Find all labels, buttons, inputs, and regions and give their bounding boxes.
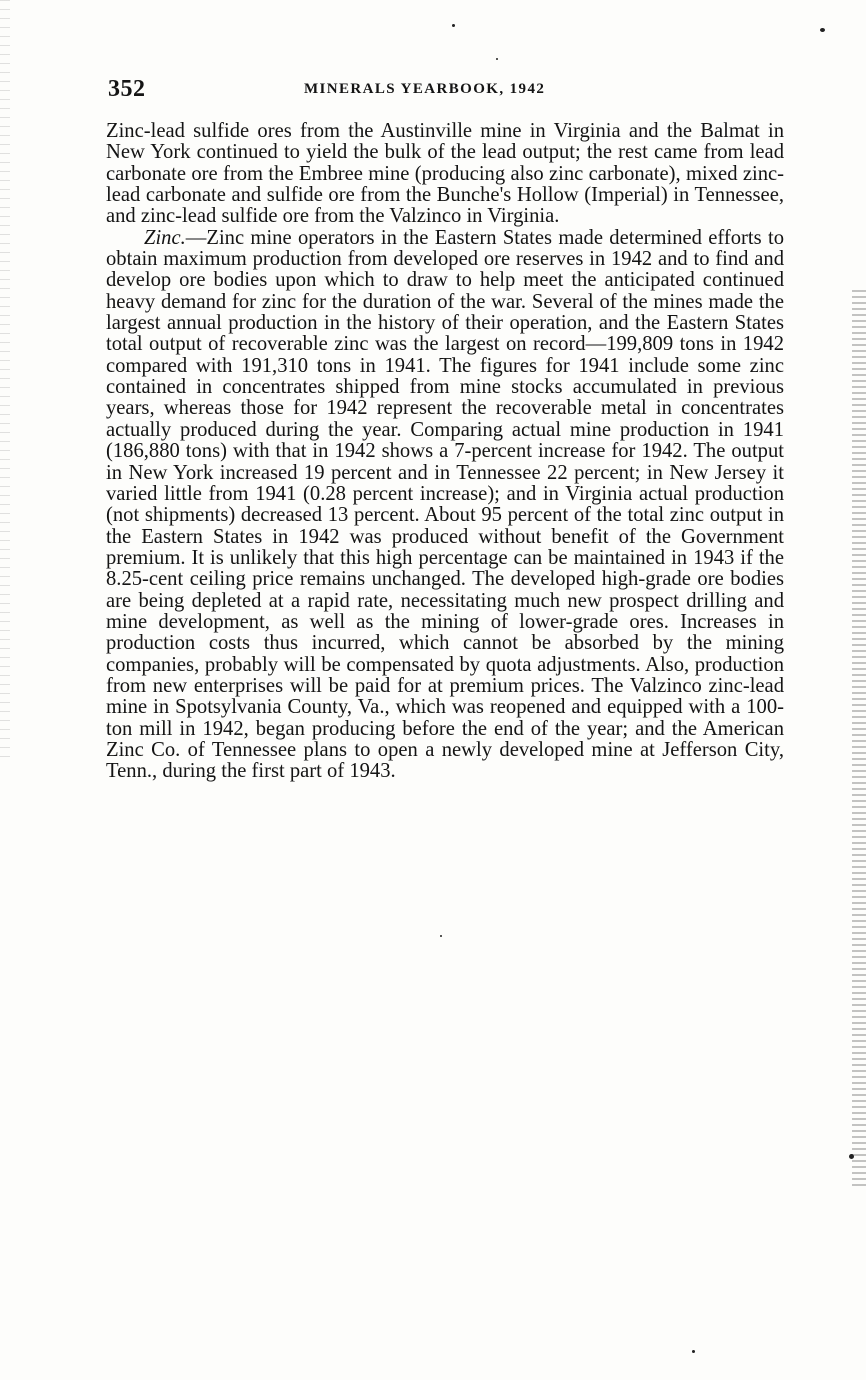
paragraph-zinc	[106, 228, 784, 783]
scan-speck	[820, 28, 825, 32]
scan-speck	[692, 1350, 695, 1353]
scan-speck	[440, 935, 442, 937]
scan-edge-noise-right	[852, 290, 866, 1190]
scan-speck	[452, 24, 455, 27]
body-text	[106, 121, 784, 783]
scan-speck	[496, 58, 498, 60]
section-heading-zinc: Zinc.	[144, 226, 186, 249]
scan-speck	[849, 1154, 854, 1159]
running-head	[108, 76, 784, 104]
scan-edge-noise-left	[0, 0, 10, 760]
page-number: 352	[108, 76, 146, 102]
running-title: MINERALS YEARBOOK, 1942	[304, 81, 546, 97]
paragraph-lead-output: Zinc-lead sulfide ores from the Austinville mine in Virginia and the Balmat in New York continued to yield the bulk of the lead output; the rest came from lead carbonate ore from the Embree mine (producing also zinc carbonate), mixed zinc-lead carbonate and sulfide ore from the Bunche's Hollow (Imperial) in Tennessee, and zinc-lead sulfide ore from the Valzinco in Virginia.	[106, 120, 784, 228]
paragraph-zinc-text: —Zinc mine operators in the Eastern States made determined efforts to obtain maximum production from developed ore reserves in 1942 and to find and develop ore bodies upon which to draw to help meet the anticipated continued heavy demand for zinc for the duration of the war. Several of the mines made the largest annual production in the history of their operation, and the Eastern States total output of recoverable zinc was the largest on record—199,809 tons in 1942 compared with 191,310 tons in 1941. The figures for 1941 include some zinc contained in concentrates shipped from mine stocks accumulated in previous years, whereas those for 1942 represent the recoverable metal in concentrates actually produced during the year. Comparing actual mine production in 1941 (186,880 tons) with that in 1942 shows a 7-percent increase for 1942. The output in New York increased 19 percent and in Tennessee 22 percent; in New Jersey it varied little from 1941 (0.28 percent increase); and in Virginia actual production (not shipments) decreased 13 percent. About 95 percent of the total zinc output in the Eastern States in 1942 was produced without benefit of the Government premium. It is unlikely that this high percentage can be maintained in 1943 if the 8.25-cent ceiling price remains unchanged. The developed high-grade ore bodies are being depleted at a rapid rate, necessitating much new prospect drilling and mine development, as well as the mining of lower-grade ores. Increases in production costs thus incurred, which cannot be absorbed by the mining companies, probably will be compensated by quota adjustments. Also, production from new enterprises will be paid for at premium prices. The Valzinco zinc-lead mine in Spotsylvania County, Va., which was reopened and equipped with a 100-ton mill in 1942, began producing before the end of the year; and the American Zinc Co. of Tennessee plans to open a newly developed mine at Jefferson City, Tenn., during the first part of 1943.	[106, 226, 784, 783]
